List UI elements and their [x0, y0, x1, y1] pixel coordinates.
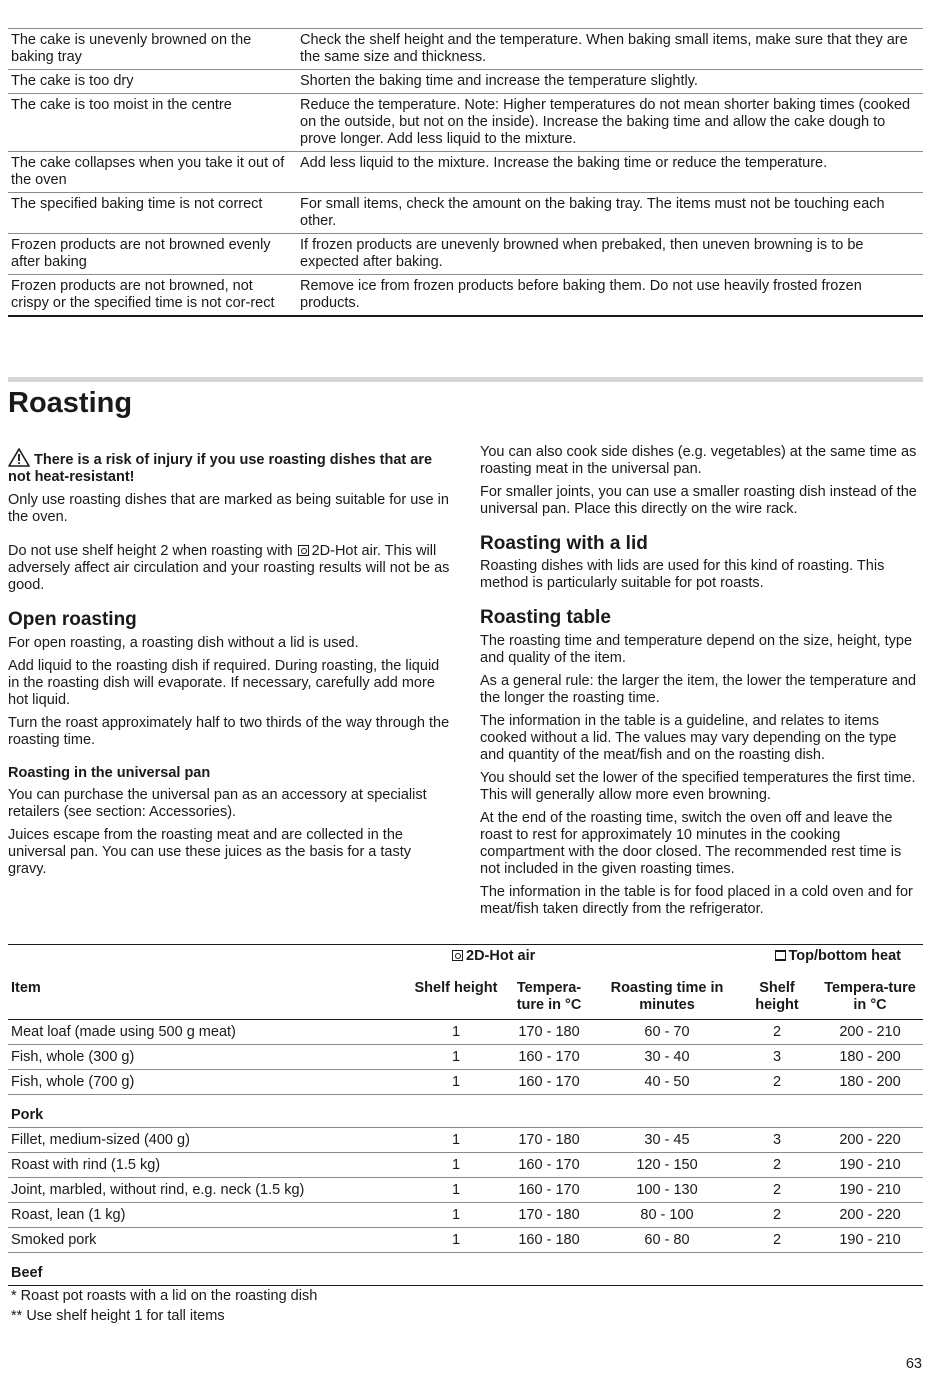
remedy-cell: Check the shelf height and the temperature. When baking small items, make sure that they are the same size and thickness. [297, 29, 923, 70]
item-cell: Roast with rind (1.5 kg) [8, 1153, 411, 1178]
table-p3: The information in the table is a guideline, and relates to items cooked without a lid. The values may vary depending on the type and quantity of the meat/fish and on the roasting dish. [480, 713, 897, 763]
lid-p: Roasting dishes with lids are used for this kind of roasting. This method is particularly suitable for pot roasts. [480, 558, 885, 591]
value-cell: 1 [411, 1020, 501, 1045]
troubleshooting-row [8, 193, 923, 234]
table-row [8, 1178, 923, 1203]
table-p6: The information in the table is for food placed in a cold oven and for meat/fish taken directly from the refrigerator. [480, 884, 913, 917]
value-cell: 40 - 50 [597, 1070, 737, 1095]
problem-cell: The cake collapses when you take it out of the oven [8, 152, 297, 193]
section-divider [8, 377, 923, 382]
troubleshooting-row [8, 275, 923, 317]
header-time: Roasting time in minutes [597, 968, 737, 1020]
item-cell: Fillet, medium-sized (400 g) [8, 1128, 411, 1153]
roasting-lid-title: Roasting with a lid [480, 533, 648, 554]
table-row [8, 1070, 923, 1095]
warning-body: Only use roasting dishes that are marked as being suitable for use in the oven. [8, 492, 449, 525]
item-cell: Fish, whole (300 g) [8, 1045, 411, 1070]
value-cell: 170 - 180 [501, 1203, 597, 1228]
section-beef: Beef [8, 1253, 923, 1286]
value-cell: 170 - 180 [501, 1128, 597, 1153]
item-cell: Joint, marbled, without rind, e.g. neck (1.5 kg) [8, 1178, 411, 1203]
section-pork: Pork [8, 1095, 923, 1128]
value-cell: 170 - 180 [501, 1020, 597, 1045]
value-cell: 2 [737, 1228, 817, 1253]
header-temp-2: Tempera-ture in °C [817, 968, 923, 1020]
value-cell: 1 [411, 1153, 501, 1178]
troubleshooting-row [8, 70, 923, 94]
right-column [480, 444, 922, 918]
troubleshooting-table [8, 28, 923, 317]
right-p2: For smaller joints, you can use a smaller roasting dish instead of the universal pan. Place this directly on the wire rack. [480, 484, 917, 517]
troubleshooting-row [8, 152, 923, 193]
item-cell: Meat loaf (made using 500 g meat) [8, 1020, 411, 1045]
pan-p1: You can purchase the universal pan as an accessory at specialist retailers (see section: Accessories). [8, 787, 427, 820]
value-cell: 1 [411, 1203, 501, 1228]
warning-icon [8, 448, 30, 467]
problem-cell: The specified baking time is not correct [8, 193, 297, 234]
value-cell: 200 - 210 [817, 1020, 923, 1045]
remedy-cell: Remove ice from frozen products before baking them. Do not use heavily frosted frozen products. [297, 275, 923, 317]
value-cell: 180 - 200 [817, 1070, 923, 1095]
mode-hot-air-label: 2D-Hot air [466, 948, 536, 964]
header-item: Item [8, 968, 411, 1020]
value-cell: 30 - 45 [597, 1128, 737, 1153]
value-cell: 1 [411, 1045, 501, 1070]
value-cell: 2 [737, 1070, 817, 1095]
problem-cell: The cake is too moist in the centre [8, 94, 297, 152]
page-number: 63 [905, 1356, 922, 1372]
header-shelf-1: Shelf height [411, 968, 501, 1020]
value-cell: 190 - 210 [817, 1153, 923, 1178]
open-p2: Add liquid to the roasting dish if required. During roasting, the liquid in the roasting dish will evaporate. If necessary, carefully add more hot liquid. [8, 658, 440, 708]
remedy-cell: For small items, check the amount on the baking tray. The items must not be touching each other. [297, 193, 923, 234]
value-cell: 100 - 130 [597, 1178, 737, 1203]
mode-top-bottom [737, 945, 923, 969]
value-cell: 160 - 170 [501, 1045, 597, 1070]
pan-p2: Juices escape from the roasting meat and are collected in the universal pan. You can use these juices as the basis for a tasty gravy. [8, 827, 412, 877]
value-cell: 200 - 220 [817, 1128, 923, 1153]
remedy-cell: Reduce the temperature. Note: Higher temperatures do not mean shorter baking times (cooked on the outside, but not on the inside). Increase the baking time and allow the cake dough to prove longer. Add less liquid to the mixture. [297, 94, 923, 152]
value-cell: 160 - 170 [501, 1153, 597, 1178]
value-cell: 160 - 170 [501, 1178, 597, 1203]
value-cell: 190 - 210 [817, 1228, 923, 1253]
problem-cell: Frozen products are not browned evenly after baking [8, 234, 297, 275]
value-cell: 1 [411, 1128, 501, 1153]
shelf-note-a: Do not use shelf height 2 when roasting with [8, 543, 293, 559]
table-row [8, 1020, 923, 1045]
problem-cell: The cake is too dry [8, 70, 297, 94]
remedy-cell: Add less liquid to the mixture. Increase the baking time or reduce the temperature. [297, 152, 923, 193]
value-cell: 3 [737, 1045, 817, 1070]
value-cell: 120 - 150 [597, 1153, 737, 1178]
roasting-table-title: Roasting table [480, 607, 611, 628]
shelf-note [8, 543, 450, 594]
item-cell: Smoked pork [8, 1228, 411, 1253]
value-cell: 2 [737, 1153, 817, 1178]
table-row [8, 1153, 923, 1178]
troubleshooting-row [8, 94, 923, 152]
table-p5: At the end of the roasting time, switch the oven off and leave the roast to rest for approximately 10 minutes in the cooking compartment with the door closed. The recommended rest time is not included in the given roasting times. [480, 810, 902, 877]
table-row [8, 1128, 923, 1153]
section-title: Roasting [8, 387, 133, 419]
hot-air-icon [452, 950, 463, 961]
value-cell: 2 [737, 1020, 817, 1045]
troubleshooting-row [8, 234, 923, 275]
value-cell: 2 [737, 1203, 817, 1228]
item-cell: Fish, whole (700 g) [8, 1070, 411, 1095]
value-cell: 180 - 200 [817, 1045, 923, 1070]
top-bottom-heat-icon [775, 950, 786, 961]
item-cell: Roast, lean (1 kg) [8, 1203, 411, 1228]
universal-pan-title: Roasting in the universal pan [8, 765, 211, 781]
mode-top-bottom-label: Top/bottom heat [788, 948, 901, 964]
table-p2: As a general rule: the larger the item, the lower the temperature and the longer the roasting time. [480, 673, 917, 706]
value-cell: 3 [737, 1128, 817, 1153]
remedy-cell: If frozen products are unevenly browned when prebaked, then uneven browning is to be expected after baking. [297, 234, 923, 275]
left-column [8, 448, 450, 878]
table-p1: The roasting time and temperature depend on the size, height, type and quality of the item. [480, 633, 913, 666]
value-cell: 2 [737, 1178, 817, 1203]
footnote-2: ** Use shelf height 1 for tall items [11, 1308, 225, 1324]
problem-cell: The cake is unevenly browned on the baking tray [8, 29, 297, 70]
roasting-table [8, 944, 923, 1286]
right-p1: You can also cook side dishes (e.g. vegetables) at the same time as roasting meat in the universal pan. [480, 444, 917, 477]
value-cell: 160 - 180 [501, 1228, 597, 1253]
mode-hot-air [411, 945, 737, 969]
hot-air-icon [298, 545, 309, 556]
value-cell: 190 - 210 [817, 1178, 923, 1203]
value-cell: 1 [411, 1178, 501, 1203]
table-p4: You should set the lower of the specified temperatures the first time. This will generally allow more even browning. [480, 770, 916, 803]
warning-text: There is a risk of injury if you use roasting dishes that are not heat-resistant! [8, 452, 433, 485]
open-roasting-title: Open roasting [8, 609, 137, 630]
header-temp-1: Tempera-ture in °C [501, 968, 597, 1020]
table-row [8, 1045, 923, 1070]
troubleshooting-row [8, 29, 923, 70]
warning-heading [8, 448, 450, 486]
value-cell: 60 - 80 [597, 1228, 737, 1253]
problem-cell: Frozen products are not browned, not crispy or the specified time is not cor-rect [8, 275, 297, 317]
value-cell: 60 - 70 [597, 1020, 737, 1045]
table-row [8, 1228, 923, 1253]
remedy-cell: Shorten the baking time and increase the temperature slightly. [297, 70, 923, 94]
value-cell: 200 - 220 [817, 1203, 923, 1228]
footnote-1: * Roast pot roasts with a lid on the roasting dish [11, 1288, 318, 1304]
value-cell: 80 - 100 [597, 1203, 737, 1228]
value-cell: 1 [411, 1228, 501, 1253]
value-cell: 30 - 40 [597, 1045, 737, 1070]
value-cell: 160 - 170 [501, 1070, 597, 1095]
open-p1: For open roasting, a roasting dish without a lid is used. [8, 635, 359, 651]
value-cell: 1 [411, 1070, 501, 1095]
table-row [8, 1203, 923, 1228]
header-shelf-2: Shelf height [737, 968, 817, 1020]
shelf-note-b: 2D-Hot air. This will adversely affect air circulation and your roasting results will not be as good. [8, 543, 450, 593]
open-p3: Turn the roast approximately half to two thirds of the way through the roasting time. [8, 715, 450, 748]
